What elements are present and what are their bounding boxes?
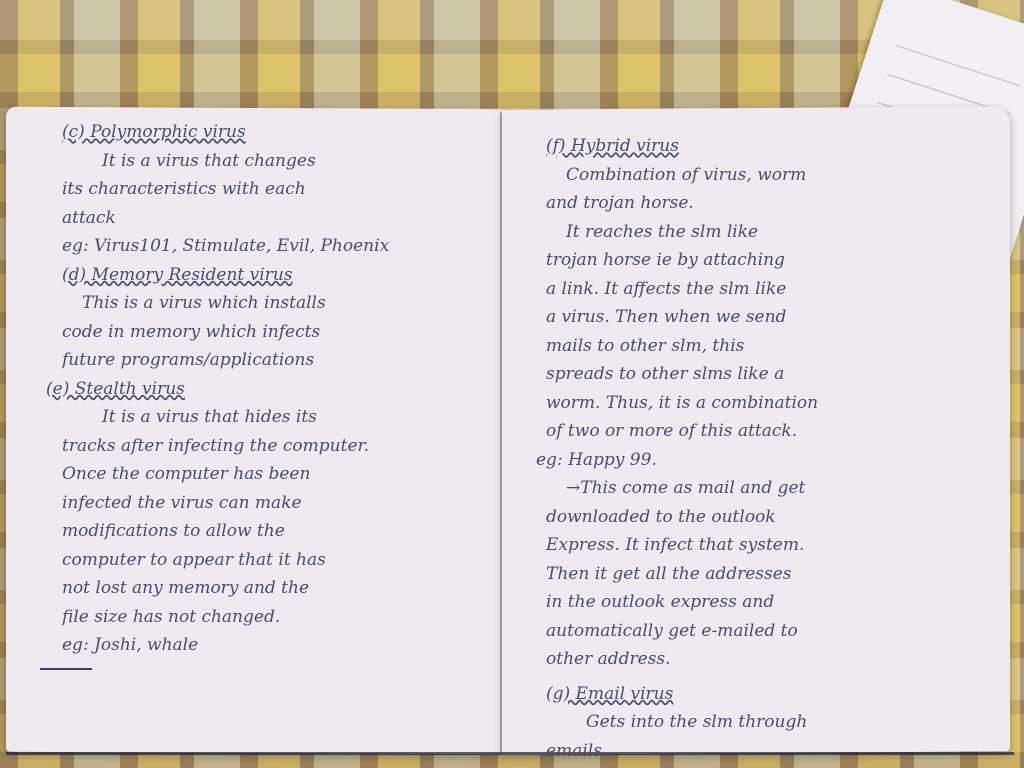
polymorphic-line: attack <box>62 207 116 228</box>
hybrid-line: of two or more of this attack. <box>546 421 798 441</box>
memory-resident-line: This is a virus which installs <box>82 293 326 313</box>
open-notebook <box>6 108 1014 760</box>
memory-resident-heading: (d) Memory Resident virus <box>62 264 293 285</box>
hybrid-line: and trojan horse. <box>546 193 694 213</box>
hybrid-note: →This come as mail and get <box>566 478 806 498</box>
hybrid-line: a link. It affects the slm like <box>546 278 787 299</box>
stealth-line: It is a virus that hides its <box>102 407 317 427</box>
hybrid-line: spreads to other slms like a <box>546 364 785 384</box>
left-page-text <box>46 118 486 660</box>
email-line: emails. <box>546 740 608 761</box>
stealth-line: Once the computer has been <box>62 464 311 484</box>
stealth-line: computer to appear that it has <box>62 549 326 570</box>
hybrid-note: Express. It infect that system. <box>546 535 805 555</box>
stealth-example: eg: Joshi, whale <box>62 635 199 655</box>
stealth-line: modifications to allow the <box>62 521 285 541</box>
hybrid-line: worm. Thus, it is a combination <box>546 392 819 413</box>
hybrid-note: automatically get e-mailed to <box>546 620 798 641</box>
stealth-line: infected the virus can make <box>62 492 302 513</box>
hybrid-example: eg: Happy 99. <box>536 449 657 470</box>
section-end-dash <box>40 668 92 670</box>
hybrid-note: in the outlook express and <box>546 592 775 612</box>
memory-resident-line: code in memory which infects <box>62 321 321 342</box>
stealth-line: file size has not changed. <box>62 606 281 627</box>
stealth-heading: (e) Stealth virus <box>46 378 185 399</box>
polymorphic-example: eg: Virus101, Stimulate, Evil, Phoenix <box>62 236 390 256</box>
stealth-line: tracks after infecting the computer. <box>62 435 370 456</box>
hybrid-note: Then it get all the addresses <box>546 563 792 584</box>
hybrid-line: Combination of virus, worm <box>566 164 807 185</box>
hybrid-line: trojan horse ie by attaching <box>546 250 785 270</box>
hybrid-line: a virus. Then when we send <box>546 307 787 327</box>
notebook-spine <box>500 112 502 752</box>
hybrid-heading: (f) Hybrid virus <box>546 136 679 156</box>
right-page-text <box>536 132 996 765</box>
polymorphic-heading: (c) Polymorphic virus <box>62 122 246 142</box>
email-heading: (g) Email virus <box>546 683 674 704</box>
sheet-line <box>896 45 1020 86</box>
stealth-line: not lost any memory and the <box>62 578 310 598</box>
hybrid-note: downloaded to the outlook <box>546 506 776 527</box>
hybrid-line: It reaches the slm like <box>566 221 759 242</box>
polymorphic-line: its characteristics with each <box>62 179 306 199</box>
memory-resident-line: future programs/applications <box>62 350 315 370</box>
hybrid-note: other address. <box>546 649 671 669</box>
email-line: Gets into the slm through <box>586 712 808 732</box>
polymorphic-line: It is a virus that changes <box>102 150 316 171</box>
hybrid-line: mails to other slm, this <box>546 335 745 356</box>
